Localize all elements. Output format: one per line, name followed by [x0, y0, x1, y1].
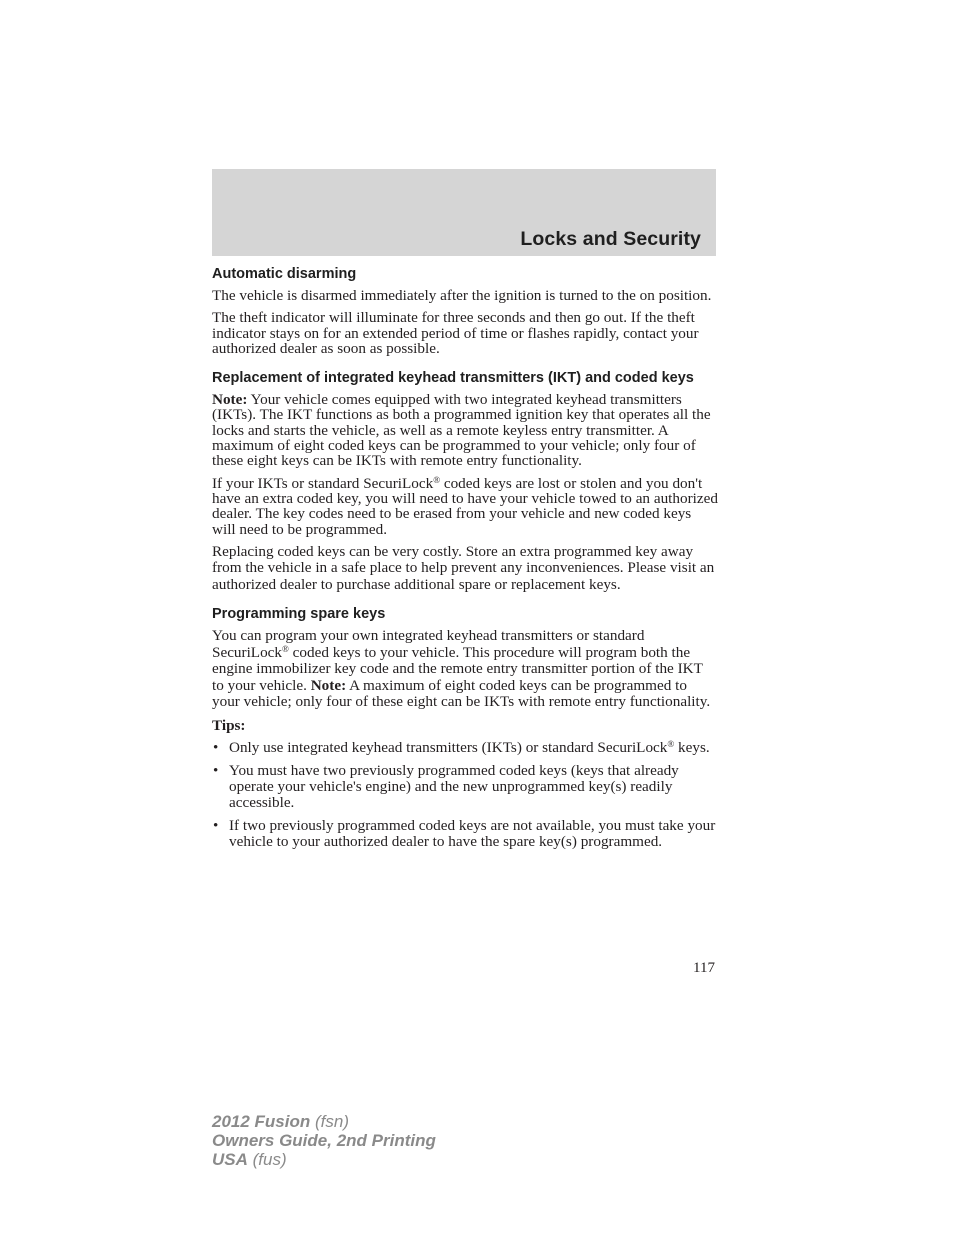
text-span: coded keys to your vehicle. This procedure will program both the engine immobilizer key code and the remote entry transmitter portion of the IKT to your vehicle.	[212, 643, 703, 694]
footer-code: (fsn)	[310, 1112, 349, 1131]
paragraph: The vehicle is disarmed immediately after the ignition is turned to the on position.	[212, 287, 712, 304]
header-band	[212, 169, 716, 256]
registered-mark: ®	[282, 643, 289, 654]
note-label: Note:	[212, 391, 248, 409]
text-span: A maximum of eight coded keys can be programmed to your vehicle; only four of these eight can be IKTs with remote entry functionality.	[212, 676, 711, 711]
footer-code: (fus)	[247, 1150, 287, 1169]
page-content	[212, 267, 718, 857]
registered-mark: ®	[667, 739, 675, 750]
tips-label-text: Tips:	[212, 716, 246, 734]
text-span: coded keys are lost or stolen and you don't have an extra coded key, you will need to have your vehicle towed to an authorized dealer. The key codes need to be erased from your vehicle and new coded keys will need to be programmed.	[212, 474, 718, 538]
footer-edition: Owners Guide, 2nd Printing	[212, 1131, 436, 1150]
footer-line	[212, 1131, 436, 1150]
text-span: If your IKTs or standard SecuriLock	[212, 474, 434, 492]
note-paragraph	[212, 392, 718, 468]
paragraph	[212, 628, 718, 711]
list-item	[212, 740, 718, 756]
note-text: Your vehicle comes equipped with two integrated keyhead transmitters (IKTs). The IKT functions as both a programmed ignition key that operates all the locks and starts the vehicle, as well as a remote keyless entry transmitter. A maximum of eight coded keys can be programmed to your vehicle; only four of these eight keys can be IKTs with remote entry functionality.	[212, 391, 711, 470]
note-label: Note:	[310, 676, 347, 694]
tips-label	[212, 718, 718, 733]
text-span: keys.	[674, 739, 710, 757]
paragraph	[212, 476, 718, 537]
list-item	[212, 763, 718, 811]
list-item	[212, 818, 718, 850]
footer-line	[212, 1150, 436, 1169]
text-span: You must have two previously programmed coded keys (keys that already operate your vehicle's engine) and the new unprogrammed key(s) readily accessible.	[229, 762, 679, 812]
heading-programming-spare-keys: Programming spare keys	[212, 606, 386, 623]
paragraph: Replacing coded keys can be very costly. Store an extra programmed key away from the vehicle in a safe place to help prevent any inconveniences. Please visit an authorized dealer to purchase additional spare or replacement keys.	[212, 542, 715, 593]
page-number: 117	[693, 960, 715, 976]
registered-mark: ®	[433, 474, 441, 485]
heading-replacement-ikt: Replacement of integrated keyhead transmitters (IKT) and coded keys	[212, 370, 694, 387]
page-title: Locks and Security	[520, 228, 701, 250]
paragraph: The theft indicator will illuminate for three seconds and then go out. If the theft indicator stays on for an extended period of time or flashes rapidly, contact your authorized dealer as soon as possible.	[212, 309, 699, 357]
footer-model: 2012 Fusion	[212, 1112, 311, 1131]
text-span: You can program your own integrated keyhead transmitters or standard SecuriLock	[212, 627, 645, 661]
bullet: •	[213, 762, 219, 780]
text-span: If two previously programmed coded keys are not available, you must take your vehicle to your authorized dealer to have the spare key(s) programmed.	[229, 817, 716, 851]
footer	[212, 1112, 436, 1169]
tips-list	[212, 740, 718, 850]
footer-region: USA	[212, 1150, 248, 1169]
bullet: •	[213, 817, 219, 835]
footer-line	[212, 1112, 436, 1131]
bullet: •	[213, 739, 219, 757]
heading-automatic-disarming: Automatic disarming	[212, 266, 357, 282]
text-span: Only use integrated keyhead transmitters (IKTs) or standard SecuriLock	[229, 739, 668, 757]
